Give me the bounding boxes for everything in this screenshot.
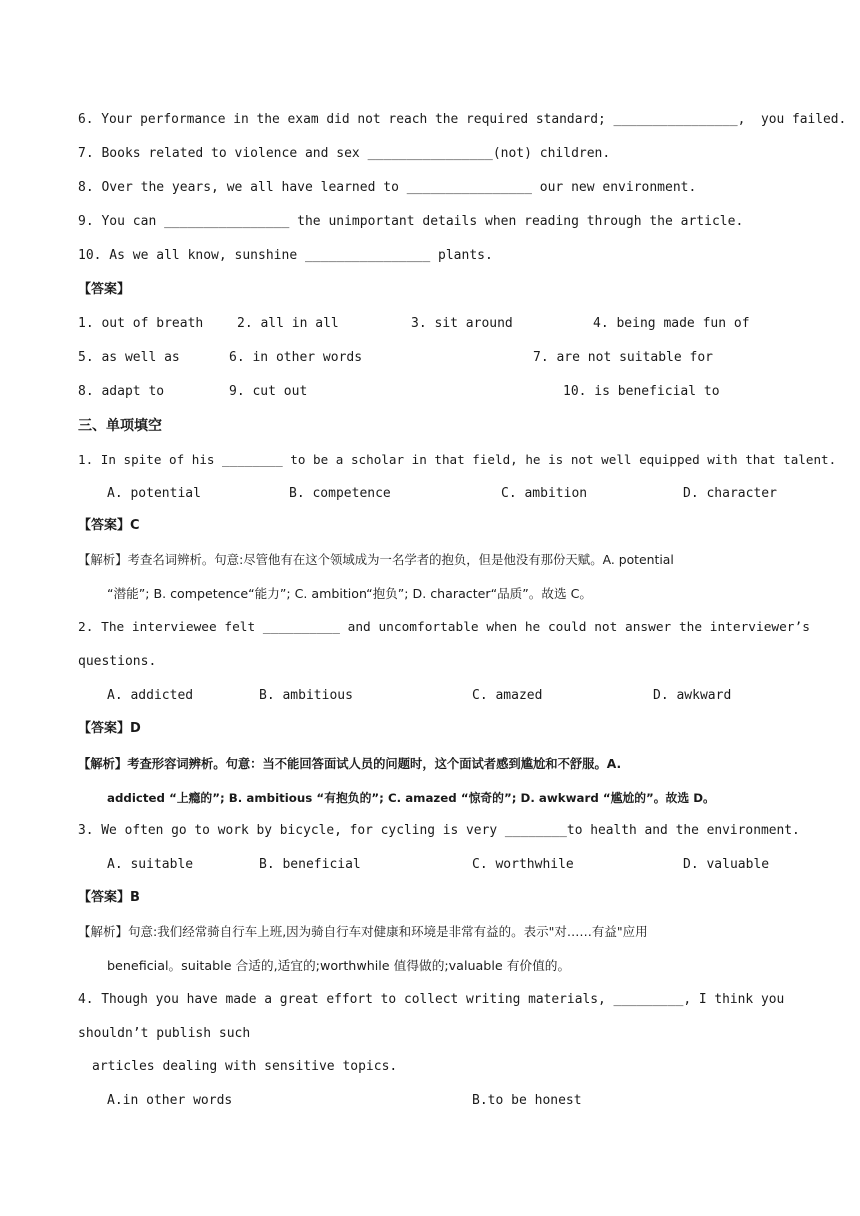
answer-item: 10. is beneficial to [563, 384, 720, 399]
answer-item: 7. are not suitable for [533, 350, 714, 365]
section-title: 三、单项填空 [78, 418, 162, 434]
q3-option-d: D. valuable [683, 857, 770, 872]
question-4-stem-cont: shouldn’t publish such [78, 1026, 251, 1041]
question-3-stem: 3. We often go to work by bicycle, for cycling is very ________to health and the environment. [78, 823, 800, 838]
q3-option-b: B. beneficial [259, 857, 361, 872]
q2-analysis-line1: 【解析】考查形容词辨析。句意：当不能回答面试人员的问题时，这个面试者感到尴尬和不舒服。A. [78, 757, 622, 771]
fill-item-10: 10. As we all know, sunshine ________________ plants. [78, 248, 493, 263]
q3-option-a: A. suitable [107, 857, 194, 872]
answer-item: 4. being made fun of [593, 316, 750, 331]
answer-item: 9. cut out [229, 384, 308, 399]
q2-option-b: B. ambitious [259, 688, 353, 703]
q4-option-b: B.to be honest [472, 1093, 582, 1108]
q3-answer: 【答案】B [78, 890, 140, 905]
q3-analysis-line1: 【解析】句意:我们经常骑自行车上班,因为骑自行车对健康和环境是非常有益的。表示"对……有益"应用 [78, 924, 648, 939]
fill-item-8: 8. Over the years, we all have learned to ________________ our new environment. [78, 180, 697, 195]
q1-option-c: C. ambition [501, 486, 588, 501]
answer-item: 1. out of breath [78, 316, 204, 331]
q1-option-a: A. potential [107, 486, 201, 501]
answer-item: 5. as well as [78, 350, 180, 365]
question-4-stem-cont2: articles dealing with sensitive topics. [92, 1059, 398, 1074]
q1-option-b: B. competence [289, 486, 391, 501]
answer-item: 3. sit around [411, 316, 513, 331]
q3-option-c: C. worthwhile [472, 857, 574, 872]
q1-analysis-line2: “潜能”; B. competence“能力”; C. ambition“抱负”; D. character“品质”。故选 C。 [107, 586, 592, 601]
q2-analysis-line2: addicted “上瘾的”; B. ambitious “有抱负的”; C. amazed “惊奇的”; D. awkward “尴尬的”。故选 D。 [107, 791, 715, 805]
q2-option-a: A. addicted [107, 688, 194, 703]
answer-item: 6. in other words [229, 350, 363, 365]
question-4-stem: 4. Though you have made a great effort to collect writing materials, _________, I think you [78, 992, 785, 1007]
fill-item-6: 6. Your performance in the exam did not reach the required standard; ________________, you failed. [78, 112, 847, 127]
question-1-stem: 1. In spite of his ________ to be a scholar in that field, he is not well equipped with that talent. [78, 452, 837, 467]
answer-item: 2. all in all [237, 316, 339, 331]
q2-option-d: D. awkward [653, 688, 732, 703]
q2-option-c: C. amazed [472, 688, 543, 703]
question-2-stem: 2. The interviewee felt __________ and uncomfortable when he could not answer the interviewer’s [78, 620, 810, 635]
answer-heading: 【答案】 [78, 282, 131, 297]
fill-item-7: 7. Books related to violence and sex ________________(not) children. [78, 146, 611, 161]
q4-option-a: A.in other words [107, 1093, 233, 1108]
answer-item: 8. adapt to [78, 384, 165, 399]
question-2-stem-cont: questions. [78, 654, 157, 669]
q1-option-d: D. character [683, 486, 777, 501]
q1-analysis-line1: 【解析】考查名词辨析。句意:尽管他有在这个领域成为一名学者的抱负，但是他没有那份天赋。A. potential [78, 552, 674, 567]
fill-item-9: 9. You can ________________ the unimportant details when reading through the article. [78, 214, 744, 229]
q3-analysis-line2: beneficial。suitable 合适的,适宜的;worthwhile 值得做的;valuable 有价值的。 [107, 958, 571, 973]
q1-answer: 【答案】C [78, 518, 140, 533]
q2-answer: 【答案】D [78, 721, 141, 736]
